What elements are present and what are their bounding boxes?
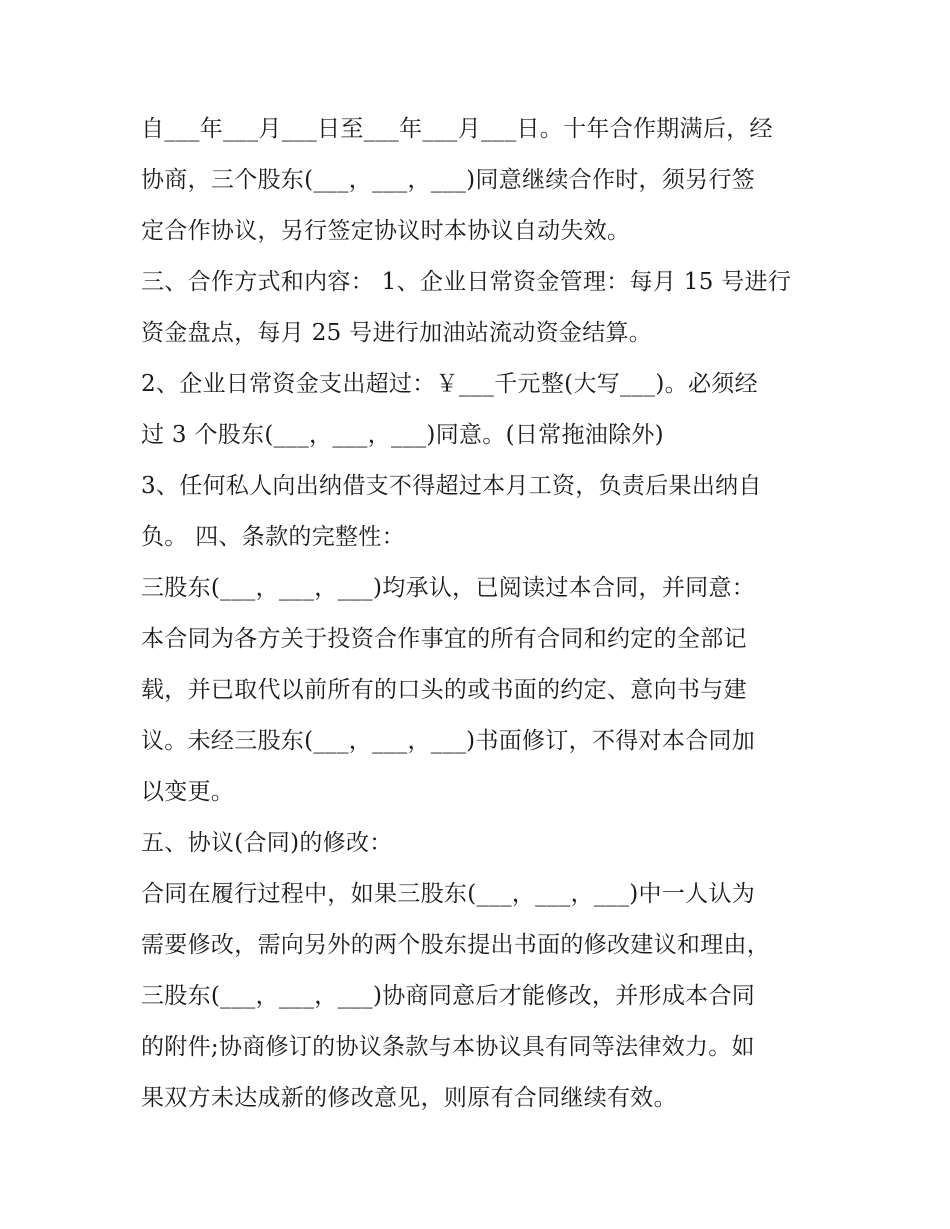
- text-line: 3、任何私人向出纳借支不得超过本月工资，负责后果出纳自: [141, 473, 762, 499]
- text-line: 果双方未达成新的修改意见，则原有合同继续有效。: [141, 1085, 677, 1111]
- text-line: 五、协议(合同)的修改：: [141, 830, 393, 856]
- text-line: 的附件;协商修订的协议条款与本协议具有同等法律效力。如: [141, 1034, 755, 1060]
- text-line: 协商，三个股东(___，___，___)同意继续合作时，须另行签: [141, 167, 756, 193]
- text-line: 本合同为各方关于投资合作事宜的所有合同和约定的全部记: [141, 626, 747, 652]
- text-line: 三股东(___，___，___)均承认，已阅读过本合同，并同意：: [141, 575, 756, 601]
- text-line: 三股东(___，___，___)协商同意后才能修改，并形成本合同: [141, 983, 756, 1009]
- text-line: 资金盘点，每月 25 号进行加油站流动资金结算。: [141, 320, 653, 346]
- text-line: 自___年___月___日至___年___月___日。十年合作期满后，经: [141, 116, 773, 142]
- text-line: 载，并已取代以前所有的口头的或书面的约定、意向书与建: [141, 677, 747, 703]
- text-line: 负。 四、条款的完整性：: [141, 524, 405, 550]
- text-line: 需要修改，需向另外的两个股东提出书面的修改建议和理由，: [141, 932, 771, 958]
- text-line: 2、企业日常资金支出超过：￥___千元整(大写___)。必须经: [141, 371, 758, 397]
- text-line: 以变更。: [141, 779, 235, 805]
- text-line: 过 3 个股东(___，___，___)同意。(日常拖油除外): [141, 422, 664, 448]
- text-line: 议。未经三股东(___，___，___)书面修订，不得对本合同加: [141, 728, 756, 754]
- text-line: 定合作协议，另行签定协议时本协议自动失效。: [141, 218, 631, 244]
- text-line: 三、合作方式和内容： 1、企业日常资金管理：每月 15 号进行: [141, 269, 792, 295]
- text-line: 合同在履行过程中，如果三股东(___，___，___)中一人认为: [141, 881, 756, 907]
